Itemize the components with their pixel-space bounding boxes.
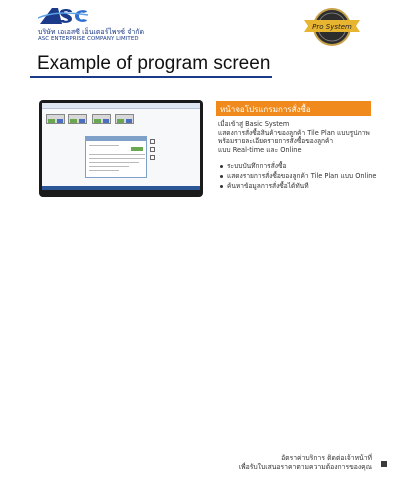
screen-tile — [46, 114, 65, 124]
company-name-english: ASC ENTERPRISE COMPANY LIMITED — [38, 36, 139, 42]
asc-logo — [38, 6, 88, 26]
section-heading: หน้าจอโปรแกรมการสั่งซื้อ — [220, 105, 311, 114]
screen-taskbar — [42, 186, 200, 190]
bullet-item — [220, 171, 380, 181]
section-description — [218, 120, 378, 154]
description-line: แสดงการสั่งซื้อสินค้าของลูกค้า Tile Plan แบบรูปภาพ — [218, 128, 370, 137]
bullet-dot-icon — [220, 165, 223, 168]
bullet-text: ระบบบันทึกการสั่งซื้อ — [227, 162, 287, 170]
screen-toolbar — [42, 103, 200, 109]
description-line: พร้อมรายละเอียดรายการสั่งซื้อของลูกค้า — [218, 137, 334, 146]
program-screen — [42, 103, 200, 190]
screen-tile — [68, 114, 87, 124]
company-name-thai: บริษัท เอเอสซี เอ็นเตอร์ไพรซ์ จำกัด — [38, 28, 145, 36]
screen-order-dialog — [85, 136, 147, 178]
bullet-dot-icon — [220, 185, 223, 188]
screen-tile — [115, 114, 134, 124]
description-line: เมื่อเข้าสู่ Basic System — [218, 120, 290, 128]
footer-line: เพื่อรับใบเสนอราคาตามความต้องการของคุณ — [238, 463, 372, 471]
screen-tile — [92, 114, 111, 124]
page-header — [0, 0, 402, 50]
program-screenshot-monitor — [39, 100, 203, 197]
badge-label: Pro System — [312, 23, 352, 31]
pricing-footer — [239, 454, 372, 472]
bullet-text: ค้นหาข้อมูลการสั่งซื้อได้ทันที — [227, 182, 309, 190]
bullet-dot-icon — [220, 175, 223, 178]
page-title: Example of program screen — [37, 53, 271, 74]
bullet-item — [220, 181, 380, 191]
footer-line: อัตราค่าบริการ ติดต่อเจ้าหน้าที่ — [281, 454, 372, 462]
screen-side-icons — [150, 139, 158, 163]
corner-square-icon — [381, 461, 387, 467]
title-underline — [30, 76, 272, 78]
section-heading-bar — [216, 101, 371, 116]
bullet-item — [220, 161, 380, 171]
bullet-text: แสดงรายการสั่งซื้อของลูกค้า Tile Plan แบบ Online — [227, 172, 377, 180]
pro-system-badge — [303, 6, 361, 48]
description-line: แบบ Real-time และ Online — [218, 145, 302, 154]
feature-bullet-list — [220, 161, 380, 191]
